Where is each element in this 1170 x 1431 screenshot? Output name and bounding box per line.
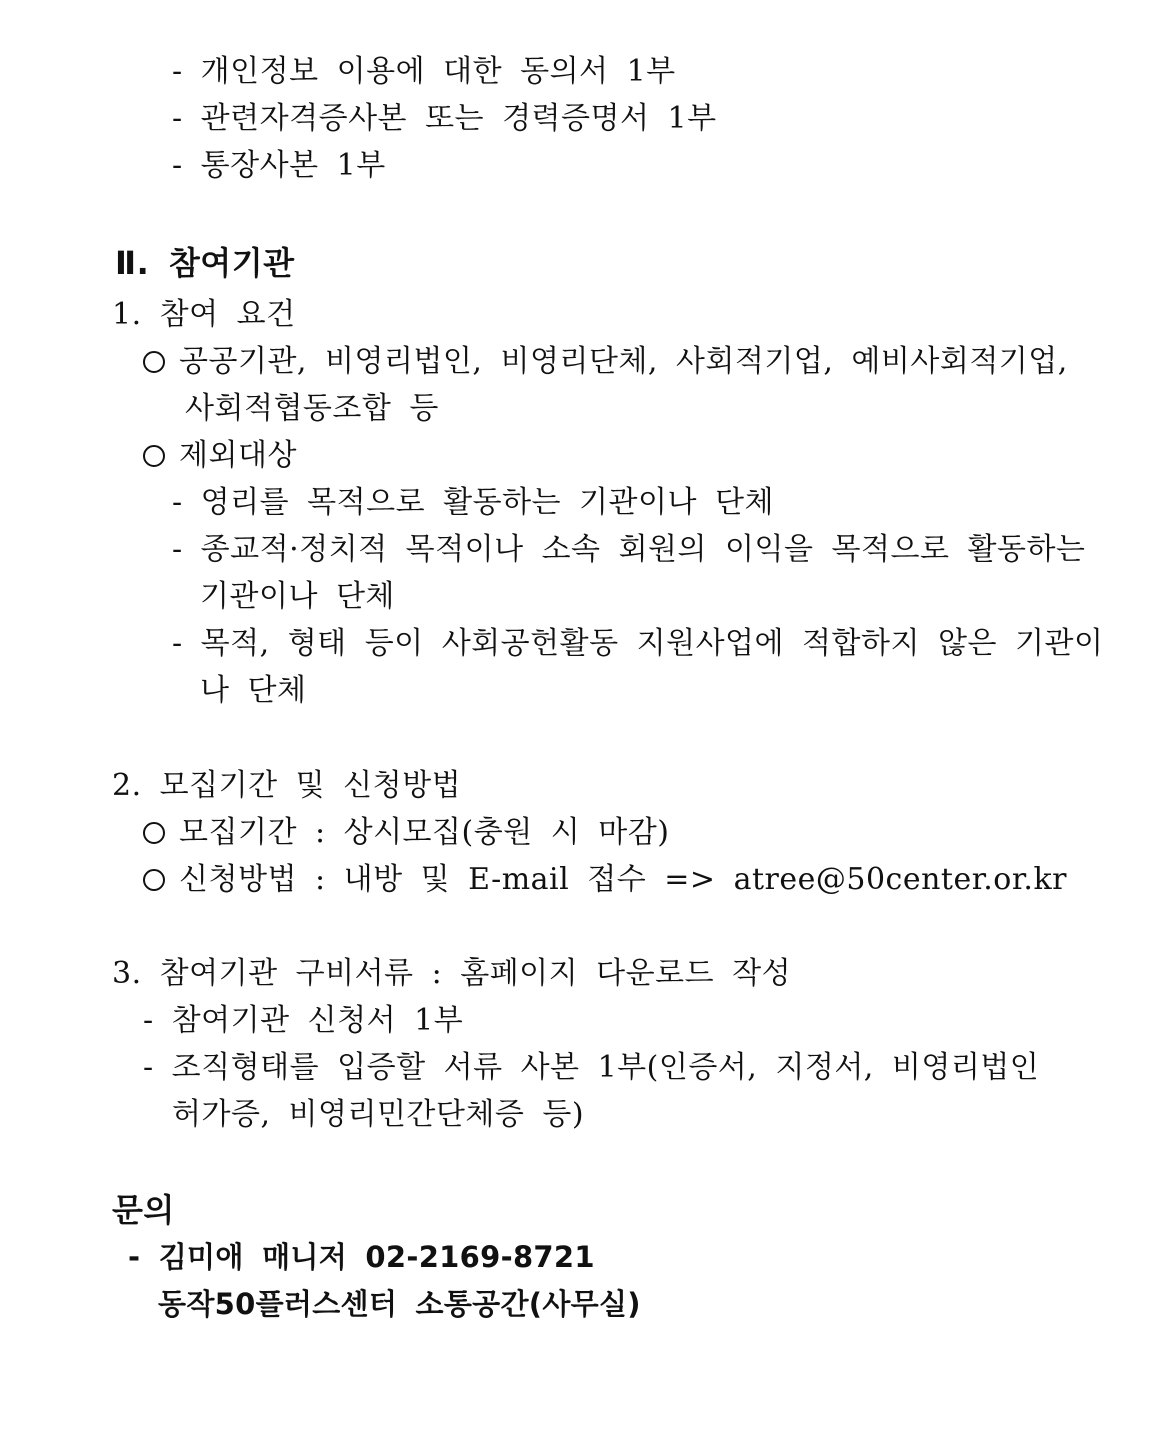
circle-bullet-icon [143, 445, 165, 467]
list-item-continuation: 허가증, 비영리민간단체증 등) [172, 1097, 585, 1132]
contact-heading: 문의 [112, 1191, 175, 1229]
subsection-heading: 1. 참여 요건 [112, 297, 296, 332]
bullet-text: 제외대상 [179, 438, 297, 473]
list-item: - 개인정보 이용에 대한 동의서 1부 [172, 54, 676, 89]
subsection-heading: 3. 참여기관 구비서류 : 홈페이지 다운로드 작성 [112, 956, 792, 991]
bullet-continuation: 사회적협동조합 등 [185, 391, 439, 426]
bullet-text: 공공기관, 비영리법인, 비영리단체, 사회적기업, 예비사회적기업, [179, 344, 1068, 379]
list-item: - 참여기관 신청서 1부 [143, 1003, 464, 1038]
circle-bullet-icon [143, 822, 165, 844]
list-item: - 영리를 목적으로 활동하는 기관이나 단체 [172, 485, 774, 520]
bullet-item [143, 813, 669, 853]
bullet-item [143, 436, 297, 476]
list-item: - 목적, 형태 등이 사회공헌활동 지원사업에 적합하지 않은 기관이 [172, 626, 1104, 661]
list-item: - 조직형태를 입증할 서류 사본 1부(인증서, 지정서, 비영리법인 [143, 1050, 1040, 1085]
circle-bullet-icon [143, 869, 165, 891]
section-title: Ⅱ. 참여기관 [115, 244, 295, 282]
list-item-continuation: 나 단체 [200, 673, 307, 708]
list-item: - 통장사본 1부 [172, 148, 386, 183]
subsection-heading: 2. 모집기간 및 신청방법 [112, 768, 462, 803]
bullet-text: 모집기간 : 상시모집(충원 시 마감) [179, 815, 670, 850]
bullet-item [143, 860, 1067, 900]
list-item: - 종교적·정치적 목적이나 소속 회원의 이익을 목적으로 활동하는 [172, 532, 1086, 567]
bullet-item [143, 342, 1068, 382]
contact-person: - 김미애 매니저 02-2169-8721 [128, 1240, 595, 1274]
circle-bullet-icon [143, 351, 165, 373]
list-item-continuation: 기관이나 단체 [200, 579, 395, 614]
list-item: - 관련자격증사본 또는 경력증명서 1부 [172, 101, 717, 136]
contact-location: 동작50플러스센터 소통공간(사무실) [158, 1287, 641, 1321]
bullet-text: 신청방법 : 내방 및 E-mail 접수 => atree@50center.or.kr [179, 862, 1067, 897]
